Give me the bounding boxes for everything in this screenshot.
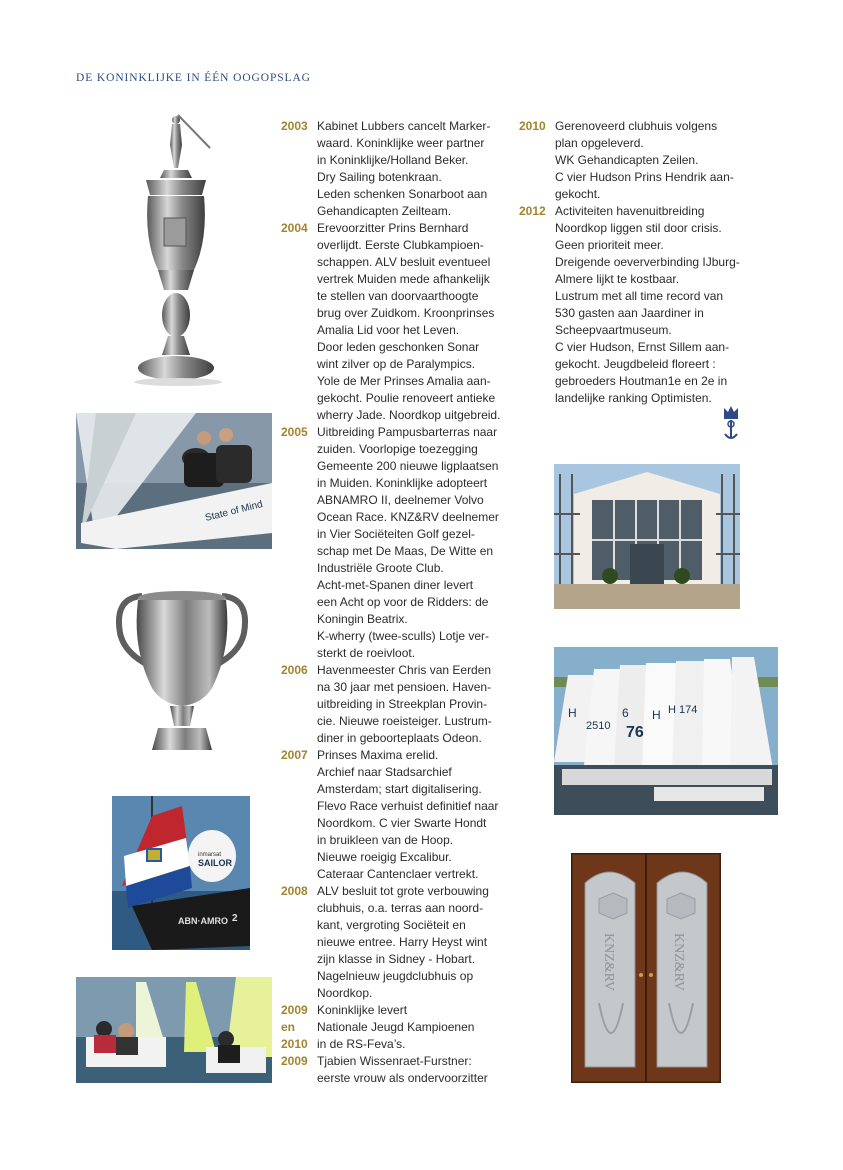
entry-year: 2005	[281, 425, 308, 439]
timeline-column-left	[281, 118, 506, 1087]
entry-line: sterkt de roeivloot.	[317, 646, 416, 660]
timeline-entry	[281, 1019, 506, 1036]
sailing-sonar-boat-photo	[76, 413, 272, 549]
entry-line: in Muiden. Koninklijke adopteert	[317, 476, 488, 490]
timeline-entry	[281, 1053, 506, 1087]
timeline-entry	[281, 1002, 506, 1019]
entry-year: en	[281, 1020, 296, 1034]
entry-line: cie. Nieuwe roeisteiger. Lustrum-	[317, 714, 492, 728]
timeline-entry	[281, 118, 506, 220]
entry-text	[317, 747, 506, 883]
entry-line: Dreigende oeververbinding IJburg-	[555, 255, 740, 269]
entry-text	[317, 118, 506, 220]
entry-text	[317, 1053, 506, 1087]
abnamro-yacht-photo	[112, 796, 250, 950]
entry-line: schappen. ALV besluit eventueel	[317, 255, 491, 269]
entry-line: landelijke ranking Optimisten.	[555, 391, 712, 405]
entry-text	[555, 203, 744, 407]
entry-text	[555, 118, 744, 203]
entry-line: diner in geboorteplaats Odeon.	[317, 731, 482, 745]
royal-crown-emblem	[720, 404, 742, 442]
entry-text	[317, 1019, 506, 1036]
entry-line: Noordkop liggen stil door crisis.	[555, 221, 722, 235]
entry-line: Archief naar Stadsarchief	[317, 765, 452, 779]
entry-line: gebroeders Houtman1e en 2e in	[555, 374, 728, 388]
svg-text:State of Mind: State of Mind	[204, 498, 264, 524]
entry-line: plan opgeleverd.	[555, 136, 644, 150]
rs-feva-dinghies-photo	[76, 977, 272, 1083]
entry-line: Lustrum met all time record van	[555, 289, 724, 303]
entry-year: 2009	[281, 1003, 308, 1017]
entry-year: 2003	[281, 119, 308, 133]
entry-line: Koninklijke levert	[317, 1003, 408, 1017]
entry-text	[317, 1002, 506, 1019]
clubhouse-renovation-photo	[554, 464, 740, 609]
entry-line: Leden schenken Sonarboot aan	[317, 187, 488, 201]
entry-line: C vier Hudson, Ernst Sillem aan-	[555, 340, 730, 354]
svg-text:KNZ&RV: KNZ&RV	[601, 933, 616, 991]
entry-line: Flevo Race verhuist definitief naar	[317, 799, 499, 813]
svg-text:6: 6	[622, 706, 629, 720]
entry-line: Activiteiten havenuitbreiding	[555, 204, 705, 218]
entry-line: K-wherry (twee-sculls) Lotje ver-	[317, 629, 490, 643]
svg-text:2: 2	[232, 913, 238, 924]
etched-glass-doors-image	[571, 853, 721, 1083]
entry-line: overlijdt. Eerste Clubkampioen-	[317, 238, 484, 252]
entry-line: in Vier Sociëteiten Golf gezel-	[317, 527, 475, 541]
entry-line: wint zilver op de Paralympics.	[317, 357, 476, 371]
svg-text:SAILOR: SAILOR	[198, 858, 233, 868]
entry-line: Gehandicapten Zeilteam.	[317, 204, 452, 218]
timeline-entry	[281, 662, 506, 747]
timeline-entry	[281, 424, 506, 662]
entry-line: eerste vrouw als ondervoorzitter	[317, 1071, 488, 1085]
entry-line: in Koninklijke/Holland Beker.	[317, 153, 469, 167]
timeline-column-right	[519, 118, 744, 407]
entry-text	[317, 424, 506, 662]
entry-line: vertrek Muiden mede afhankelijk	[317, 272, 490, 286]
entry-line: C vier Hudson Prins Hendrik aan-	[555, 170, 734, 184]
entry-line: ABNAMRO II, deelnemer Volvo	[317, 493, 484, 507]
entry-line: een Acht op voor de Ridders: de	[317, 595, 489, 609]
silver-urn-trophy-image	[112, 578, 252, 758]
entry-line: Almere lijkt te kostbaar.	[555, 272, 680, 286]
entry-line: Kabinet Lubbers cancelt Marker-	[317, 119, 491, 133]
entry-line: Door leden geschonken Sonar	[317, 340, 480, 354]
entry-text	[317, 220, 506, 424]
entry-year: 2012	[519, 204, 546, 218]
entry-year: 2008	[281, 884, 308, 898]
page-header: DE KONINKLIJKE IN ÉÉN OOGOPSLAG	[76, 72, 311, 84]
entry-line: Dry Sailing botenkraan.	[317, 170, 442, 184]
entry-line: clubhuis, o.a. terras aan noord-	[317, 901, 484, 915]
entry-line: brug over Zuidkom. Kroonprinses	[317, 306, 495, 320]
entry-line: gekocht. Poulie renoveert antieke	[317, 391, 496, 405]
entry-year: 2010	[519, 119, 546, 133]
entry-line: schap met De Maas, De Witte en	[317, 544, 494, 558]
entry-line: Noordkop.	[317, 986, 373, 1000]
entry-line: Gerenoveerd clubhuis volgens	[555, 119, 718, 133]
svg-text:76: 76	[626, 724, 644, 741]
trophy-cup-image	[118, 100, 228, 390]
entry-line: Uitbreiding Pampusbarterras naar	[317, 425, 498, 439]
entry-line: Nieuwe roeigig Excalibur.	[317, 850, 452, 864]
entry-line: Nagelnieuw jeugdclubhuis op	[317, 969, 474, 983]
entry-line: Koningin Beatrix.	[317, 612, 408, 626]
timeline-entry	[281, 747, 506, 883]
entry-line: in bruikleen van de Hoop.	[317, 833, 454, 847]
entry-line: Scheepvaartmuseum.	[555, 323, 672, 337]
svg-text:H: H	[652, 708, 661, 722]
entry-line: Acht-met-Spanen diner levert	[317, 578, 474, 592]
entry-line: Industriële Groote Club.	[317, 561, 444, 575]
entry-line: Noordkom. C vier Swarte Hondt	[317, 816, 487, 830]
entry-line: uitbreiding in Streekplan Provin-	[317, 697, 488, 711]
entry-year: 2004	[281, 221, 308, 235]
svg-text:KNZ&RV: KNZ&RV	[671, 933, 686, 991]
entry-line: gekocht. Jeugdbeleid floreert :	[555, 357, 716, 371]
entry-line: Gemeente 200 nieuwe ligplaatsen	[317, 459, 499, 473]
entry-year: 2010	[281, 1037, 308, 1051]
entry-line: Nationale Jeugd Kampioenen	[317, 1020, 475, 1034]
entry-year: 2009	[281, 1054, 308, 1068]
entry-line: zuiden. Voorlopige toezegging	[317, 442, 478, 456]
entry-line: 530 gasten aan Jaardiner in	[555, 306, 704, 320]
svg-text:H: H	[568, 706, 577, 720]
entry-line: Ocean Race. KNZ&RV deelnemer	[317, 510, 499, 524]
entry-line: waard. Koninklijke weer partner	[317, 136, 485, 150]
svg-text:ABN·AMRO: ABN·AMRO	[178, 916, 228, 926]
entry-year: 2007	[281, 748, 308, 762]
entry-line: na 30 jaar met pensioen. Haven-	[317, 680, 492, 694]
entry-line: ALV besluit tot grote verbouwing	[317, 884, 489, 898]
entry-line: zijn klasse in Sidney - Hobart.	[317, 952, 476, 966]
optimist-fleet-photo	[554, 647, 778, 815]
entry-line: Cateraar Cantenclaer vertrekt.	[317, 867, 479, 881]
entry-text	[317, 1036, 506, 1053]
entry-line: nieuwe entree. Harry Heyst wint	[317, 935, 488, 949]
entry-line: Amsterdam; start digitalisering.	[317, 782, 482, 796]
entry-line: Yole de Mer Prinses Amalia aan-	[317, 374, 491, 388]
timeline-entry	[281, 1036, 506, 1053]
svg-text:2510: 2510	[586, 720, 611, 732]
entry-line: kant, vergroting Sociëteit en	[317, 918, 466, 932]
entry-line: Tjabien Wissenraet-Furstner:	[317, 1054, 472, 1068]
entry-line: in de RS-Feva’s.	[317, 1037, 406, 1051]
entry-line: Havenmeester Chris van Eerden	[317, 663, 492, 677]
entry-line: wherry Jade. Noordkop uitgebreid.	[317, 408, 501, 422]
entry-line: WK Gehandicapten Zeilen.	[555, 153, 699, 167]
entry-line: Prinses Maxima erelid.	[317, 748, 439, 762]
entry-line: Erevoorzitter Prins Bernhard	[317, 221, 469, 235]
svg-text:H 174: H 174	[668, 704, 698, 716]
entry-line: te stellen van doorvaarthoogte	[317, 289, 479, 303]
entry-line: Geen prioriteit meer.	[555, 238, 664, 252]
timeline-entry	[519, 203, 744, 407]
svg-text:inmarsat: inmarsat	[198, 852, 222, 858]
timeline-entry	[519, 118, 744, 203]
entry-line: gekocht.	[555, 187, 601, 201]
entry-line: Amalia Lid voor het Leven.	[317, 323, 460, 337]
entry-text	[317, 883, 506, 1002]
timeline-entry	[281, 883, 506, 1002]
entry-year: 2006	[281, 663, 308, 677]
entry-text	[317, 662, 506, 747]
timeline-entry	[281, 220, 506, 424]
